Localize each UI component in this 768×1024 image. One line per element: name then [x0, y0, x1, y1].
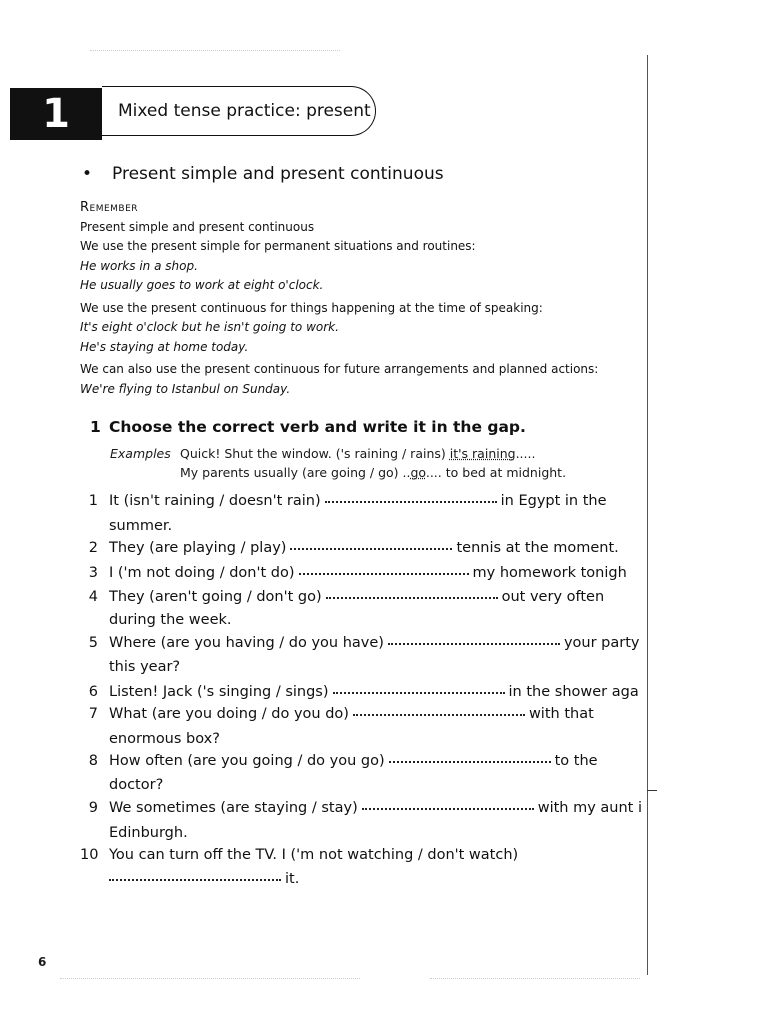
unit-title: Mixed tense practice: present — [118, 101, 371, 121]
question-continuation-line — [109, 777, 163, 793]
remember-example: He's staying at home today. — [80, 340, 249, 354]
question-continuation: tennis at the moment. — [456, 540, 619, 556]
question-line — [109, 800, 642, 816]
question-line — [109, 589, 604, 605]
example-line — [180, 446, 535, 461]
question-number: 2 — [88, 540, 98, 556]
question-continuation-text: Edinburgh. — [109, 825, 188, 841]
question-prompt: I ('m not doing / don't do) — [109, 565, 295, 581]
question-number: 10 — [80, 847, 99, 863]
question-number: 5 — [88, 635, 98, 651]
question-line — [109, 684, 639, 700]
answer-gap[interactable] — [290, 548, 452, 550]
question-line — [109, 565, 627, 581]
example-prompt: My parents usually (are going / go) — [180, 465, 399, 480]
question-continuation: with that — [528, 706, 594, 722]
question-continuation-line — [109, 825, 188, 841]
question-line — [109, 706, 594, 722]
question-number: 4 — [88, 589, 98, 605]
question-number: 7 — [88, 706, 98, 722]
example-answer-dots: .. — [402, 465, 411, 480]
question-continuation-text: during the week. — [109, 612, 232, 628]
remember-rule: We use the present continuous for things happening at the time of speaking: — [80, 301, 543, 315]
question-line — [109, 540, 619, 556]
remember-example: We're flying to Istanbul on Sunday. — [80, 382, 291, 396]
exercise-number: 1 — [90, 418, 101, 436]
question-continuation: my homework tonigh — [472, 565, 627, 581]
scan-artifact-top — [90, 50, 340, 51]
page-number: 6 — [38, 955, 47, 969]
section-heading-text: Present simple and present continuous — [112, 164, 444, 184]
bullet-icon: • — [82, 164, 93, 184]
example-answer: it's raining — [449, 446, 516, 461]
question-continuation: out very often — [501, 589, 605, 605]
answer-gap[interactable] — [362, 808, 534, 810]
question-prompt: We sometimes (are staying / stay) — [109, 800, 358, 816]
question-prompt: They (are playing / play) — [109, 540, 287, 556]
example-answer-dots: .... — [425, 465, 442, 480]
answer-gap[interactable] — [389, 761, 551, 763]
question-prompt: They (aren't going / don't go) — [109, 589, 322, 605]
question-prompt: You can turn off the TV. I ('m not watching / don't watch) — [109, 847, 519, 863]
question-prompt: Listen! Jack ('s singing / sings) — [109, 684, 329, 700]
question-line — [109, 847, 518, 863]
question-number: 6 — [88, 684, 98, 700]
page-edge-tick — [647, 790, 657, 791]
remember-example: It's eight o'clock but he isn't going to work. — [80, 320, 339, 334]
scan-artifact-bottom — [60, 978, 360, 979]
question-continuation-line — [109, 612, 232, 628]
question-continuation-text: enormous box? — [109, 731, 220, 747]
example-continuation: to bed at midnight. — [445, 465, 567, 480]
question-number: 9 — [88, 800, 98, 816]
remember-rule: We can also use the present continuous for future arrangements and planned actions: — [80, 362, 599, 376]
question-continuation: in the shower aga — [508, 684, 639, 700]
exercise-instruction: Choose the correct verb and write it in the gap. — [109, 418, 526, 436]
answer-gap[interactable] — [299, 573, 469, 575]
question-continuation: your party — [563, 635, 640, 651]
question-number: 8 — [88, 753, 98, 769]
section-heading — [82, 164, 444, 184]
unit-number: 1 — [42, 91, 70, 137]
question-continuation-text: doctor? — [109, 777, 164, 793]
question-prompt: It (isn't raining / doesn't rain) — [109, 493, 321, 509]
question-number: 1 — [88, 493, 98, 509]
question-number: 3 — [88, 565, 98, 581]
answer-gap[interactable] — [333, 692, 505, 694]
question-line — [109, 493, 607, 509]
question-continuation: with my aunt i — [537, 800, 643, 816]
example-line — [180, 465, 566, 480]
exercise-heading — [90, 418, 526, 436]
question-line — [109, 753, 598, 769]
question-continuation: in Egypt in the — [500, 493, 607, 509]
answer-gap[interactable] — [109, 879, 281, 881]
question-continuation-line — [109, 659, 180, 675]
example-prompt: Quick! Shut the window. ('s raining / rains) — [180, 446, 446, 461]
question-prompt: Where (are you having / do you have) — [109, 635, 384, 651]
example-answer-dots: ..... — [515, 446, 536, 461]
remember-rule: Present simple and present continuous — [80, 220, 315, 234]
remember-example: He works in a shop. — [80, 259, 198, 273]
page-binding-edge — [647, 55, 648, 975]
question-continuation-line — [109, 518, 172, 534]
question-continuation-text: it. — [285, 871, 300, 887]
example-answer: go — [410, 465, 426, 480]
question-prompt: How often (are you going / do you go) — [109, 753, 385, 769]
question-continuation-text: summer. — [109, 518, 173, 534]
scan-artifact-bottom-2 — [430, 978, 640, 979]
question-continuation: to the — [554, 753, 598, 769]
remember-example: He usually goes to work at eight o'clock. — [80, 278, 324, 292]
unit-number-block — [10, 88, 102, 140]
question-continuation-text: this year? — [109, 659, 181, 675]
examples-label: Examples — [110, 446, 171, 461]
answer-gap[interactable] — [325, 501, 497, 503]
remember-label: Remember — [80, 200, 139, 215]
answer-gap[interactable] — [388, 643, 560, 645]
question-continuation-line — [109, 731, 220, 747]
question-line — [109, 635, 639, 651]
remember-rule: We use the present simple for permanent situations and routines: — [80, 239, 476, 253]
answer-gap[interactable] — [326, 597, 498, 599]
question-prompt: What (are you doing / do you do) — [109, 706, 349, 722]
question-continuation-line — [109, 871, 299, 887]
answer-gap[interactable] — [353, 714, 525, 716]
